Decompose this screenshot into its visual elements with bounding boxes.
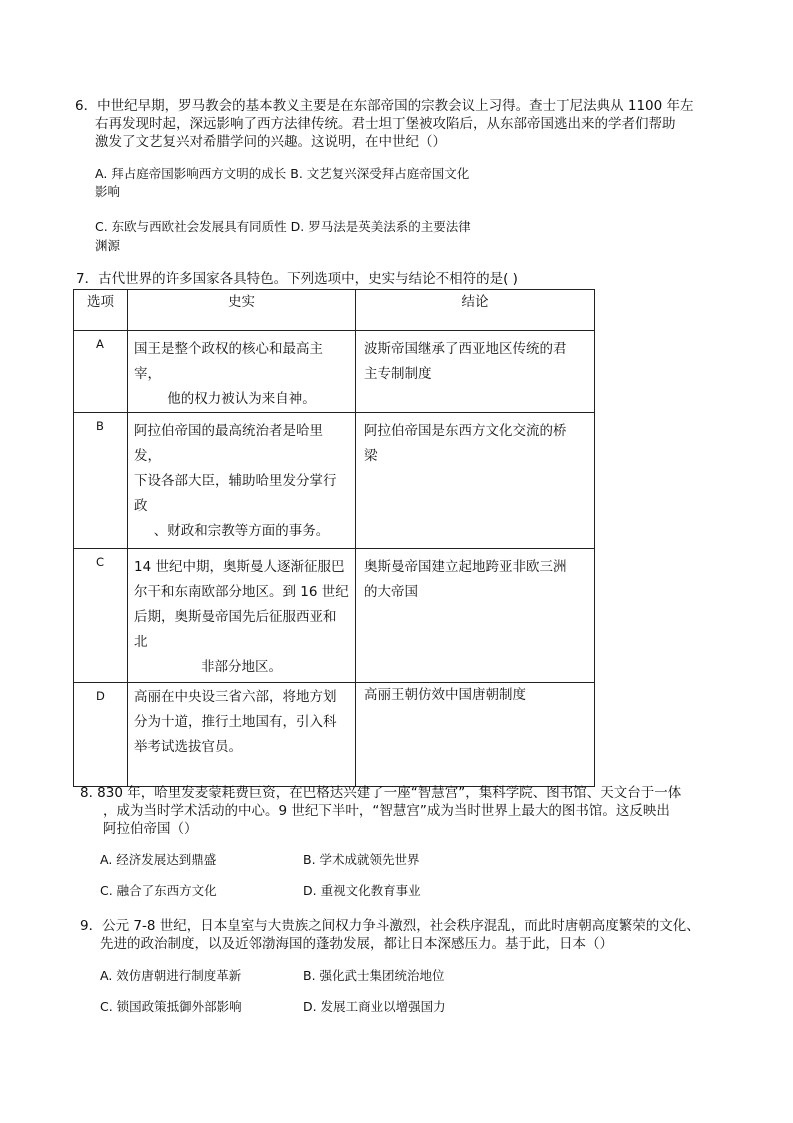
conclusion-line: 梁 <box>364 448 378 464</box>
fact-line: 举考试选拔官员。 <box>134 739 242 755</box>
row-fact <box>128 331 356 413</box>
fact-line: 非部分地区。 <box>201 659 282 675</box>
q8-line-3: 阿拉伯帝国（） <box>103 821 198 837</box>
row-conclusion <box>356 331 595 413</box>
fact-line: 、财政和宗教等方面的事务。 <box>153 523 330 539</box>
conclusion-line: 奥斯曼帝国建立起地跨亚非欧三洲 <box>364 559 567 575</box>
q9-option-c: C. 锁国政策抵御外部影响 <box>100 999 242 1014</box>
q8-option-b: B. 学术成就领先世界 <box>303 852 420 867</box>
row-conclusion <box>356 413 595 549</box>
fact-line: 他的权力被认为来自神。 <box>167 391 316 407</box>
row-fact <box>128 549 356 683</box>
q6-option-d-cont: 渊源 <box>95 238 121 253</box>
row-label: B <box>74 413 128 549</box>
fact-line: 后期，奥斯曼帝国先后征服西亚和北 <box>134 609 337 650</box>
header-option: 选项 <box>74 290 128 331</box>
q6-line-2: 右再发现时起，深远影响了西方法律传统。君士坦丁堡被攻陷后，从东部帝国逃出来的学者们帮助 <box>95 116 676 132</box>
table-row <box>74 413 595 549</box>
fact-line: 阿拉伯帝国的最高统治者是哈里发， <box>134 423 323 464</box>
q8-line-2: ，成为当时学术活动的中心。9 世纪下半叶，“智慧宫”成为当时世界上最大的图书馆。这反映出 <box>103 803 670 819</box>
fact-line: 下设各部大臣，辅助哈里发分掌行政 <box>134 473 337 514</box>
table-header-row <box>74 290 595 331</box>
q8-line-1: 8. 830 年，哈里发麦蒙耗费巨资，在巴格达兴建了一座“智慧宫”，集科学院、图书馆、天文台于一体 <box>80 785 682 801</box>
q6-line-1: 6．中世纪早期，罗马教会的基本教义主要是在东部帝国的宗教会议上习得。查士丁尼法典从 1100 年左 <box>75 98 694 114</box>
fact-line: 高丽在中央设三省六部，将地方划 <box>134 689 337 705</box>
row-fact <box>128 413 356 549</box>
table-row <box>74 331 595 413</box>
table-row <box>74 549 595 683</box>
row-label: A <box>74 331 128 413</box>
q7-stem: 7．古代世界的许多国家各具特色。下列选项中，史实与结论不相符的是( ) <box>76 271 518 287</box>
q6-option-a-b: A. 拜占庭帝国影响西方文明的成长 B. 文艺复兴深受拜占庭帝国文化 <box>95 166 470 181</box>
q9-option-b: B. 强化武士集团统治地位 <box>303 968 445 983</box>
row-conclusion <box>356 549 595 683</box>
q8-option-a: A. 经济发展达到鼎盛 <box>100 852 217 867</box>
q7-table <box>73 289 595 787</box>
header-fact: 史实 <box>128 290 356 331</box>
q9-line-1: 9．公元 7-8 世纪，日本皇室与大贵族之间权力争斗激烈，社会秩序混乱，而此时唐朝高度繁荣的文化、 <box>80 918 700 934</box>
conclusion-line: 阿拉伯帝国是东西方文化交流的桥 <box>364 423 567 439</box>
header-conclusion: 结论 <box>356 290 595 331</box>
q6-line-3: 激发了文艺复兴对希腊学问的兴趣。这说明，在中世纪（） <box>95 134 446 150</box>
conclusion-line: 主专制制度 <box>364 366 432 382</box>
row-label: D <box>74 683 128 787</box>
q9-option-d: D. 发展工商业以增强国力 <box>303 999 446 1014</box>
row-conclusion <box>356 683 595 787</box>
fact-line: 尔干和东南欧部分地区。到 16 世纪 <box>134 584 349 600</box>
conclusion-line: 的大帝国 <box>364 584 418 600</box>
q9-option-a: A. 效仿唐朝进行制度革新 <box>100 968 242 983</box>
fact-line: 国王是整个政权的核心和最高主宰， <box>134 341 323 382</box>
q6-option-b-cont: 影响 <box>95 184 121 199</box>
table-row <box>74 683 595 787</box>
row-label: C <box>74 549 128 683</box>
q9-line-2: 先进的政治制度，以及近邻渤海国的蓬勃发展，都让日本深感压力。基于此，日本（） <box>100 936 613 952</box>
conclusion-line: 波斯帝国继承了西亚地区传统的君 <box>364 341 567 357</box>
q8-option-c: C. 融合了东西方文化 <box>100 883 217 898</box>
row-fact <box>128 683 356 787</box>
q8-option-d: D. 重视文化教育事业 <box>303 883 421 898</box>
q6-option-c-d: C. 东欧与西欧社会发展具有同质性 D. 罗马法是英美法系的主要法律 <box>95 219 471 234</box>
fact-line: 分为十道，推行土地国有，引入科 <box>134 714 337 730</box>
conclusion-line: 高丽王朝仿效中国唐朝制度 <box>364 687 526 703</box>
fact-line: 14 世纪中期，奥斯曼人逐渐征服巴 <box>134 559 345 575</box>
